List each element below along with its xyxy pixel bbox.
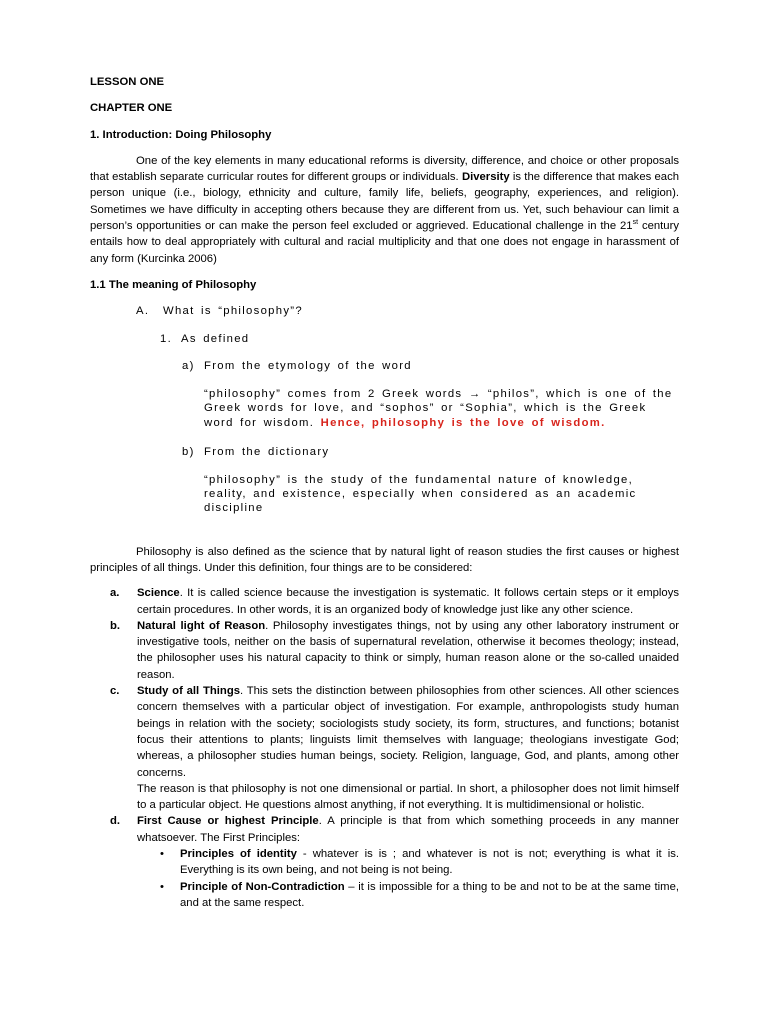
bullet-text: - whatever is is ; and whatever is not is not; everything is what it is. Everything is its own being, and not being is not being. xyxy=(180,848,679,877)
bullet-term: Principles of identity xyxy=(180,848,297,861)
etymology-marker: a) xyxy=(182,359,195,372)
list-item-science xyxy=(90,585,679,618)
document-page xyxy=(90,74,679,911)
etymology-paragraph xyxy=(204,387,679,430)
etymology-label: From the etymology of the word xyxy=(204,359,412,372)
list-marker: b. xyxy=(110,619,121,632)
bullet-principle-identity xyxy=(160,846,679,879)
list-item-term: Science xyxy=(137,587,180,600)
lesson-heading: LESSON ONE xyxy=(90,76,165,88)
chapter-heading: CHAPTER ONE xyxy=(90,102,173,115)
list-item-first-cause xyxy=(90,813,679,846)
dictionary-item xyxy=(182,444,679,460)
etymology-item xyxy=(182,358,679,374)
question-a xyxy=(136,303,679,319)
bullet-principle-non-contradiction xyxy=(160,879,679,912)
meaning-title: 1.1 The meaning of Philosophy xyxy=(90,278,257,291)
bullet-text: – it is impossible for a thing to be and not to be at the same time, and at the same respect. xyxy=(180,880,679,909)
dictionary-label: From the dictionary xyxy=(204,445,330,458)
question-a-marker: A. xyxy=(136,305,150,318)
list-item-natural-light xyxy=(90,618,679,683)
as-defined-marker: 1. xyxy=(160,332,173,345)
bullet-icon: • xyxy=(160,848,164,861)
list-item-extra-text: The reason is that philosophy is not one dimensional or partial. In short, a philosopher does not limit himself to a particular object. He questions almost anything, if not everything. It is multidimensional or holistic. xyxy=(137,782,679,812)
list-item-term: First Cause or highest Principle xyxy=(137,815,319,828)
section-title: 1. Introduction: Doing Philosophy xyxy=(90,128,272,141)
list-item-text: . A principle is that from which something proceeds in any manner whatsoever. The First Principles: xyxy=(137,815,679,844)
list-item-term: Natural light of Reason xyxy=(137,619,266,632)
science-definition-paragraph: Philosophy is also defined as the science that by natural light of reason studies the first causes or highest principles of all things. Under this definition, four things are to be considered: xyxy=(90,545,679,574)
list-marker: d. xyxy=(110,815,121,828)
dictionary-marker: b) xyxy=(182,445,195,458)
etymology-text: “philosophy” comes from 2 Greek words → “philos”, which is one of the Greek words for love, and “sophos” or “Sophia”, which is the Greek word for wisdom. xyxy=(204,388,673,429)
as-defined-text: As defined xyxy=(181,332,250,345)
list-item-text: . It is called science because the investigation is systematic. It follows certain steps or it employs certain procedures. In other words, it is an organized body of knowledge just like any other science. xyxy=(137,587,679,616)
intro-superscript: st xyxy=(632,219,639,227)
list-marker: c. xyxy=(110,685,120,698)
bullet-icon: • xyxy=(160,880,164,893)
intro-text-2: is the difference that makes each person unique (i.e., biology, ethnicity and culture, family life, beliefs, geography, experiences, and religion). Sometimes we have difficulty in accepting others because they are different from us. Yet, such behaviour can limit a person’s opportunities or can make the person feel excluded or aggrieved. Educational challenge in the 21 xyxy=(90,171,680,233)
intro-text-3: century entails how to deal appropriately with cultural and racial multiplicity and that one does not engage in harassment of any form (Kurcinka 2006) xyxy=(90,220,679,265)
love-of-wisdom-highlight: Hence, philosophy is the love of wisdom. xyxy=(320,416,606,429)
list-item-term: Study of all Things xyxy=(137,685,240,698)
intro-paragraph xyxy=(90,153,679,267)
list-marker: a. xyxy=(110,587,120,600)
list-item-text: . Philosophy investigates things, not by using any other laboratory instrument or investigative tools, neither on the basis of supernatural revelation, otherwise it becomes theology; instead, the philosopher uses his natural capacity to think or simply, human reason alone or the so-called unaided reason. xyxy=(137,619,679,681)
intro-bold-term: Diversity xyxy=(461,171,510,184)
list-item-study-of-all-things xyxy=(90,683,679,813)
question-a-text: What is “philosophy”? xyxy=(163,305,303,318)
intro-text-1: One of the key elements in many educational reforms is diversity, difference, and choice or other proposals that establish separate curricular routes for different groups or individuals. xyxy=(90,154,679,184)
as-defined-item xyxy=(160,331,679,347)
bullet-term: Principle of Non-Contradiction xyxy=(180,880,345,893)
list-item-text: . This sets the distinction between philosophies from other sciences. All other sciences concern themselves with a particular object of investigation. For example, anthropologists study human beings in relation with the society; sociologists study society, its form, structures, and functions; botanist focus their attentions to plants; linguists limit themselves with language; theologians investigate God; whereas, a philosopher studies human beings, society. Religion, language, God, and plants, among other concerns. xyxy=(137,685,679,779)
dictionary-paragraph: “philosophy” is the study of the fundamental nature of knowledge, reality, and existence, especially when considered as an academic discipline xyxy=(204,474,637,515)
